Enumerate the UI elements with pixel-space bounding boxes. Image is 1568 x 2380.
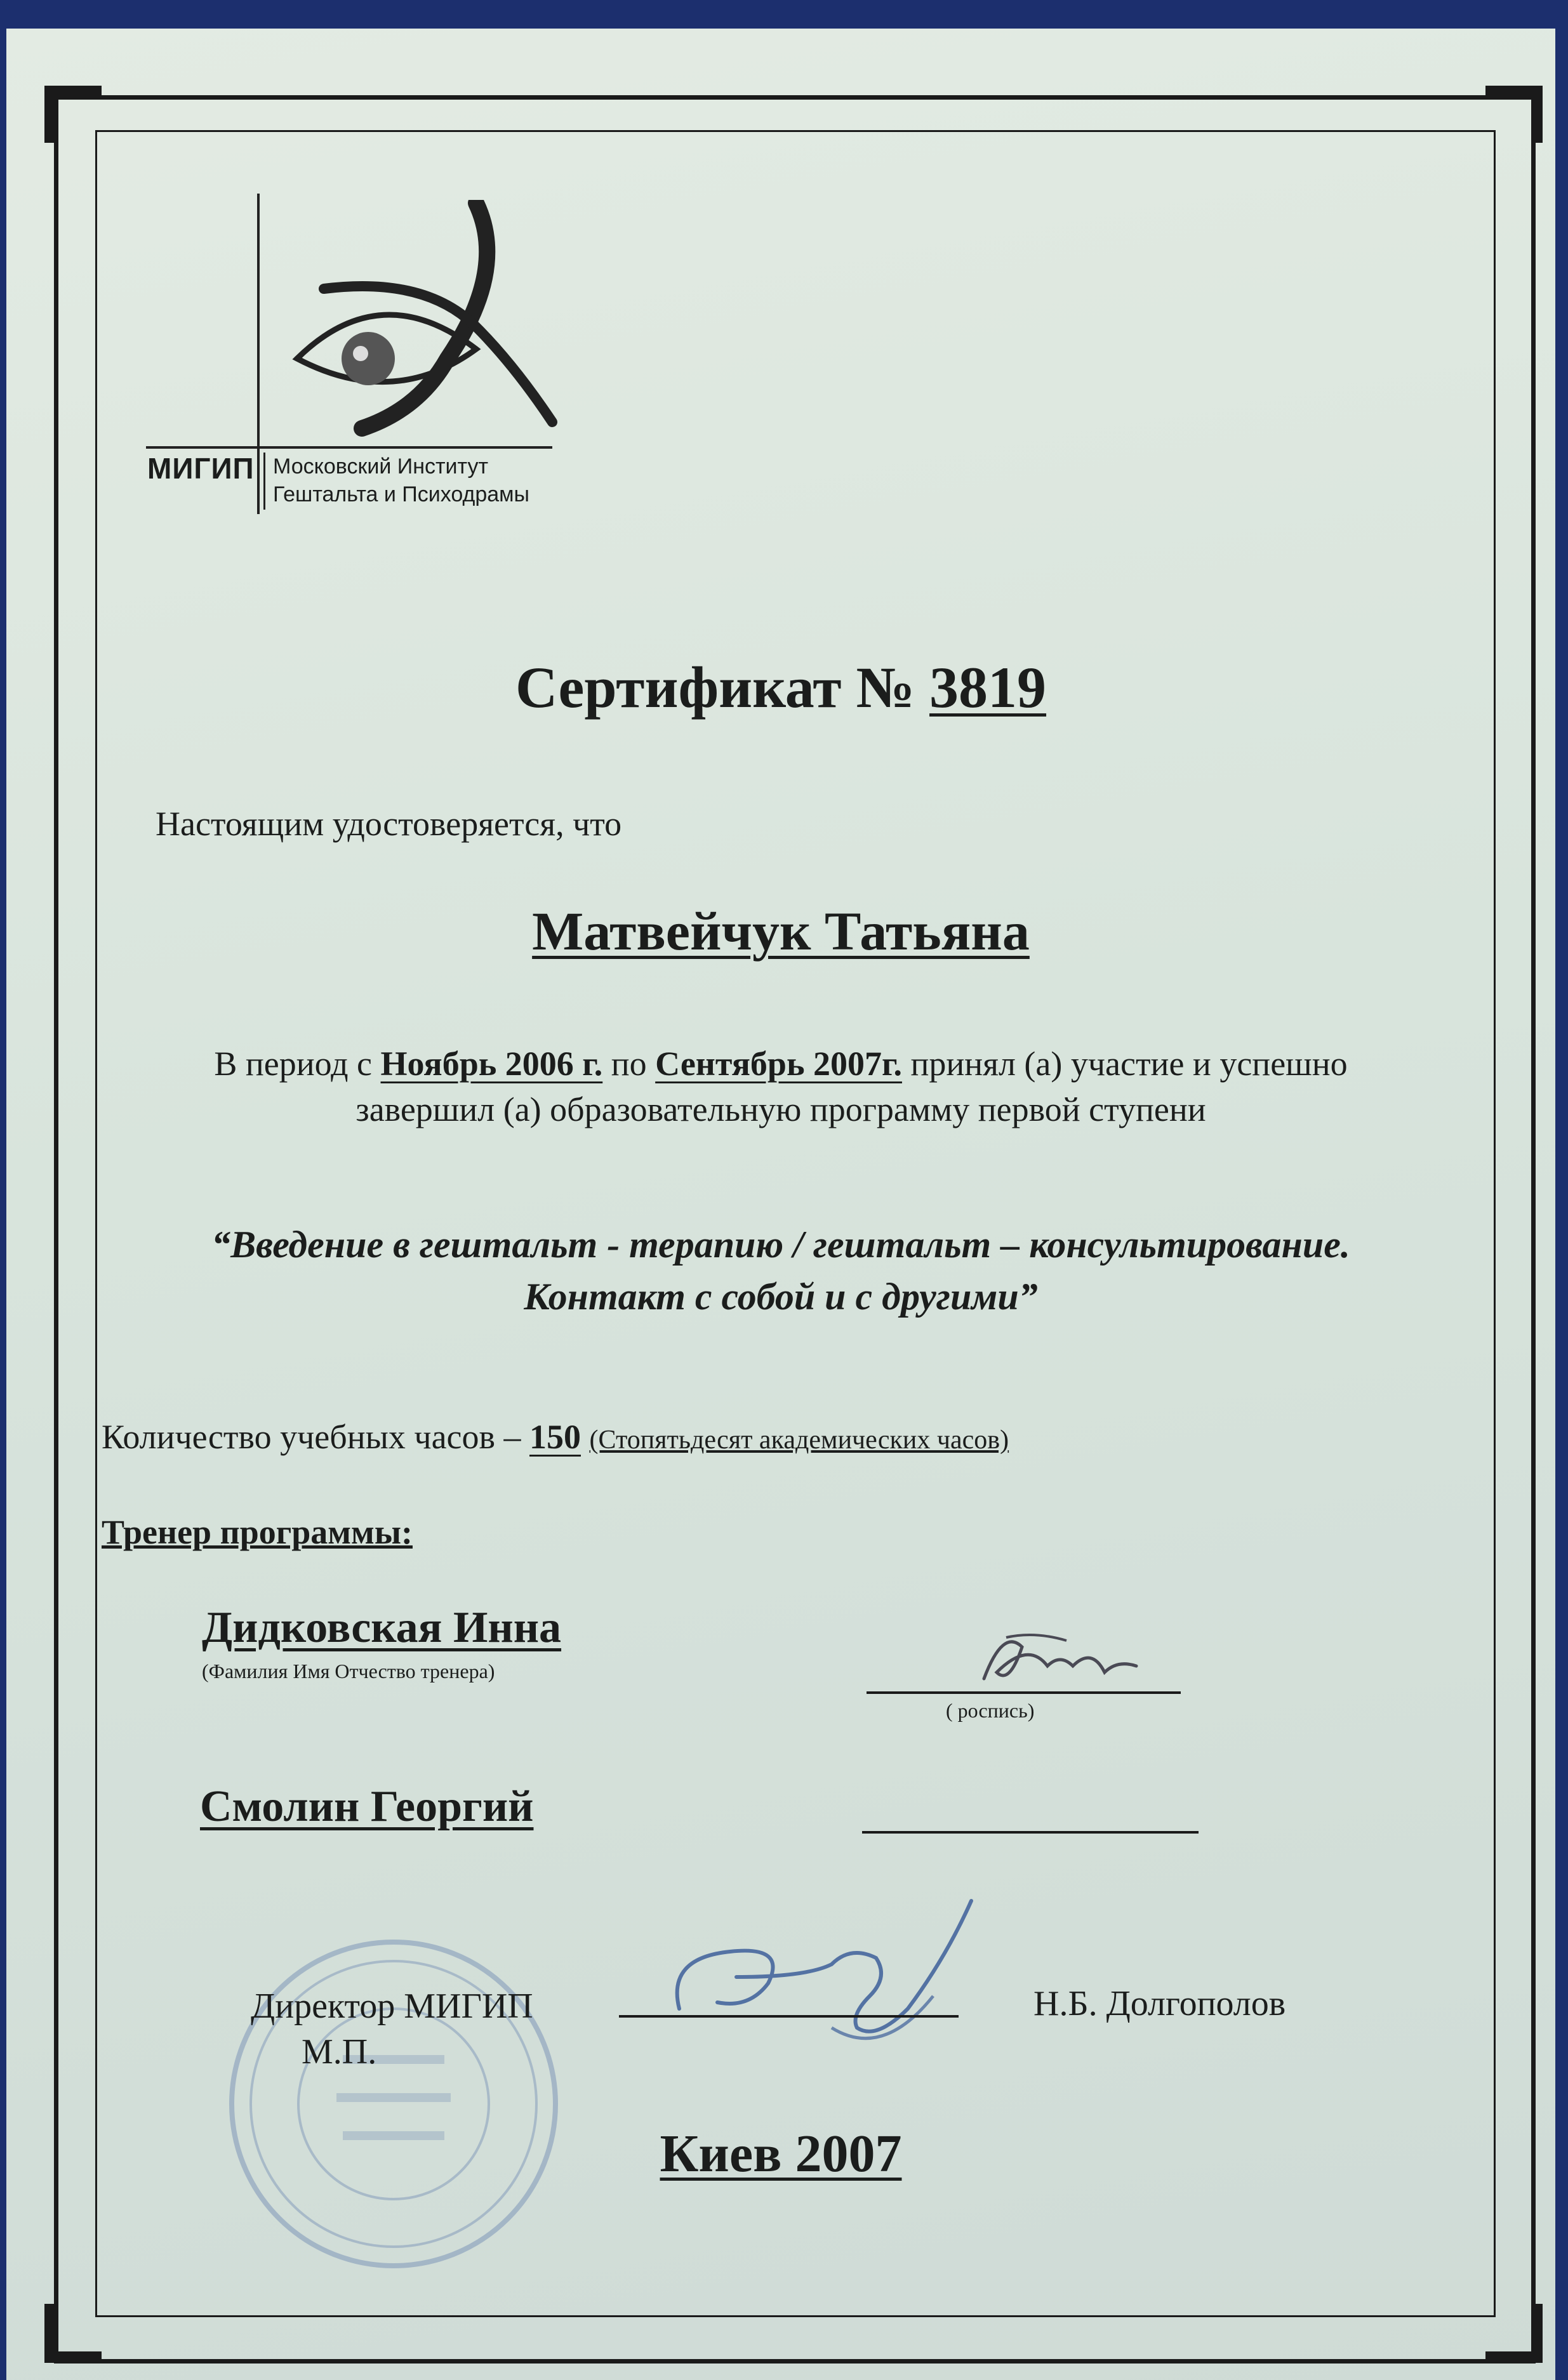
director-signature-line xyxy=(619,2015,959,2018)
program-title xyxy=(6,1219,1555,1323)
hours-label: Количество учебных часов – xyxy=(102,1418,521,1456)
logo-vertical-line xyxy=(257,194,260,514)
trainer-2-signature-line xyxy=(862,1831,1199,1834)
study-hours xyxy=(102,1417,1009,1457)
trainer-1-signature-line xyxy=(867,1691,1181,1694)
recipient-name: Матвейчук Татьяна xyxy=(532,901,1030,962)
hours-value: 150 xyxy=(529,1418,581,1456)
logo-institute-name xyxy=(273,453,529,508)
director-signature xyxy=(641,1882,997,2066)
period-suffix: принял (а) участие и успешно xyxy=(910,1045,1348,1083)
date-from: Ноябрь 2006 г. xyxy=(380,1045,603,1083)
frame-corner xyxy=(44,86,56,143)
recipient-name-wrap xyxy=(6,899,1555,963)
place-year-wrap xyxy=(6,2123,1555,2185)
logo-name-line: Гештальта и Психодрамы xyxy=(273,482,529,506)
trainer-1-signature xyxy=(946,1603,1155,1698)
trainer-1-name: Дидковская Инна xyxy=(202,1603,562,1652)
certificate-paper xyxy=(6,29,1555,2380)
eye-logo-icon xyxy=(286,200,559,441)
frame-corner xyxy=(44,2351,102,2363)
program-line-1: “Введение в гештальт - терапию / гештальт – консультирование. xyxy=(211,1224,1350,1266)
logo-abbreviation: МИГИП xyxy=(147,452,255,485)
hours-words: (Стопятьдесят академических часов) xyxy=(589,1425,1009,1455)
frame-corner xyxy=(1531,86,1543,143)
frame-corner xyxy=(1485,2351,1543,2363)
signature-caption: ( роспись) xyxy=(946,1699,1035,1722)
title-prefix: Сертификат № xyxy=(515,655,915,720)
program-line-2: Контакт с собой и с другими” xyxy=(524,1276,1038,1318)
trainer-1-caption: (Фамилия Имя Отчество тренера) xyxy=(202,1660,495,1683)
logo-horizontal-line xyxy=(146,446,552,449)
director-title: Директор МИГИП xyxy=(251,1987,533,2026)
certificate-title xyxy=(6,654,1555,721)
director-block xyxy=(251,1983,533,2075)
date-to: Сентябрь 2007г. xyxy=(655,1045,902,1083)
logo-name-line: Московский Институт xyxy=(273,454,489,479)
study-period xyxy=(6,1041,1555,1132)
director-name: Н.Б. Долгополов xyxy=(1033,1984,1286,2023)
period-mid: по xyxy=(611,1045,647,1083)
trainer-2-name: Смолин Георгий xyxy=(200,1782,534,1831)
trainers-heading: Тренер программы: xyxy=(102,1513,413,1551)
period-prefix: В период с xyxy=(214,1045,373,1083)
logo-separator xyxy=(263,453,265,510)
intro-text: Настоящим удостоверяется, что xyxy=(156,805,622,843)
seal-label: М.П. xyxy=(302,2032,377,2072)
certificate-number: 3819 xyxy=(929,655,1047,720)
period-line-2: завершил (а) образовательную программу первой ступени xyxy=(355,1090,1206,1128)
place-year: Киев 2007 xyxy=(660,2124,902,2183)
